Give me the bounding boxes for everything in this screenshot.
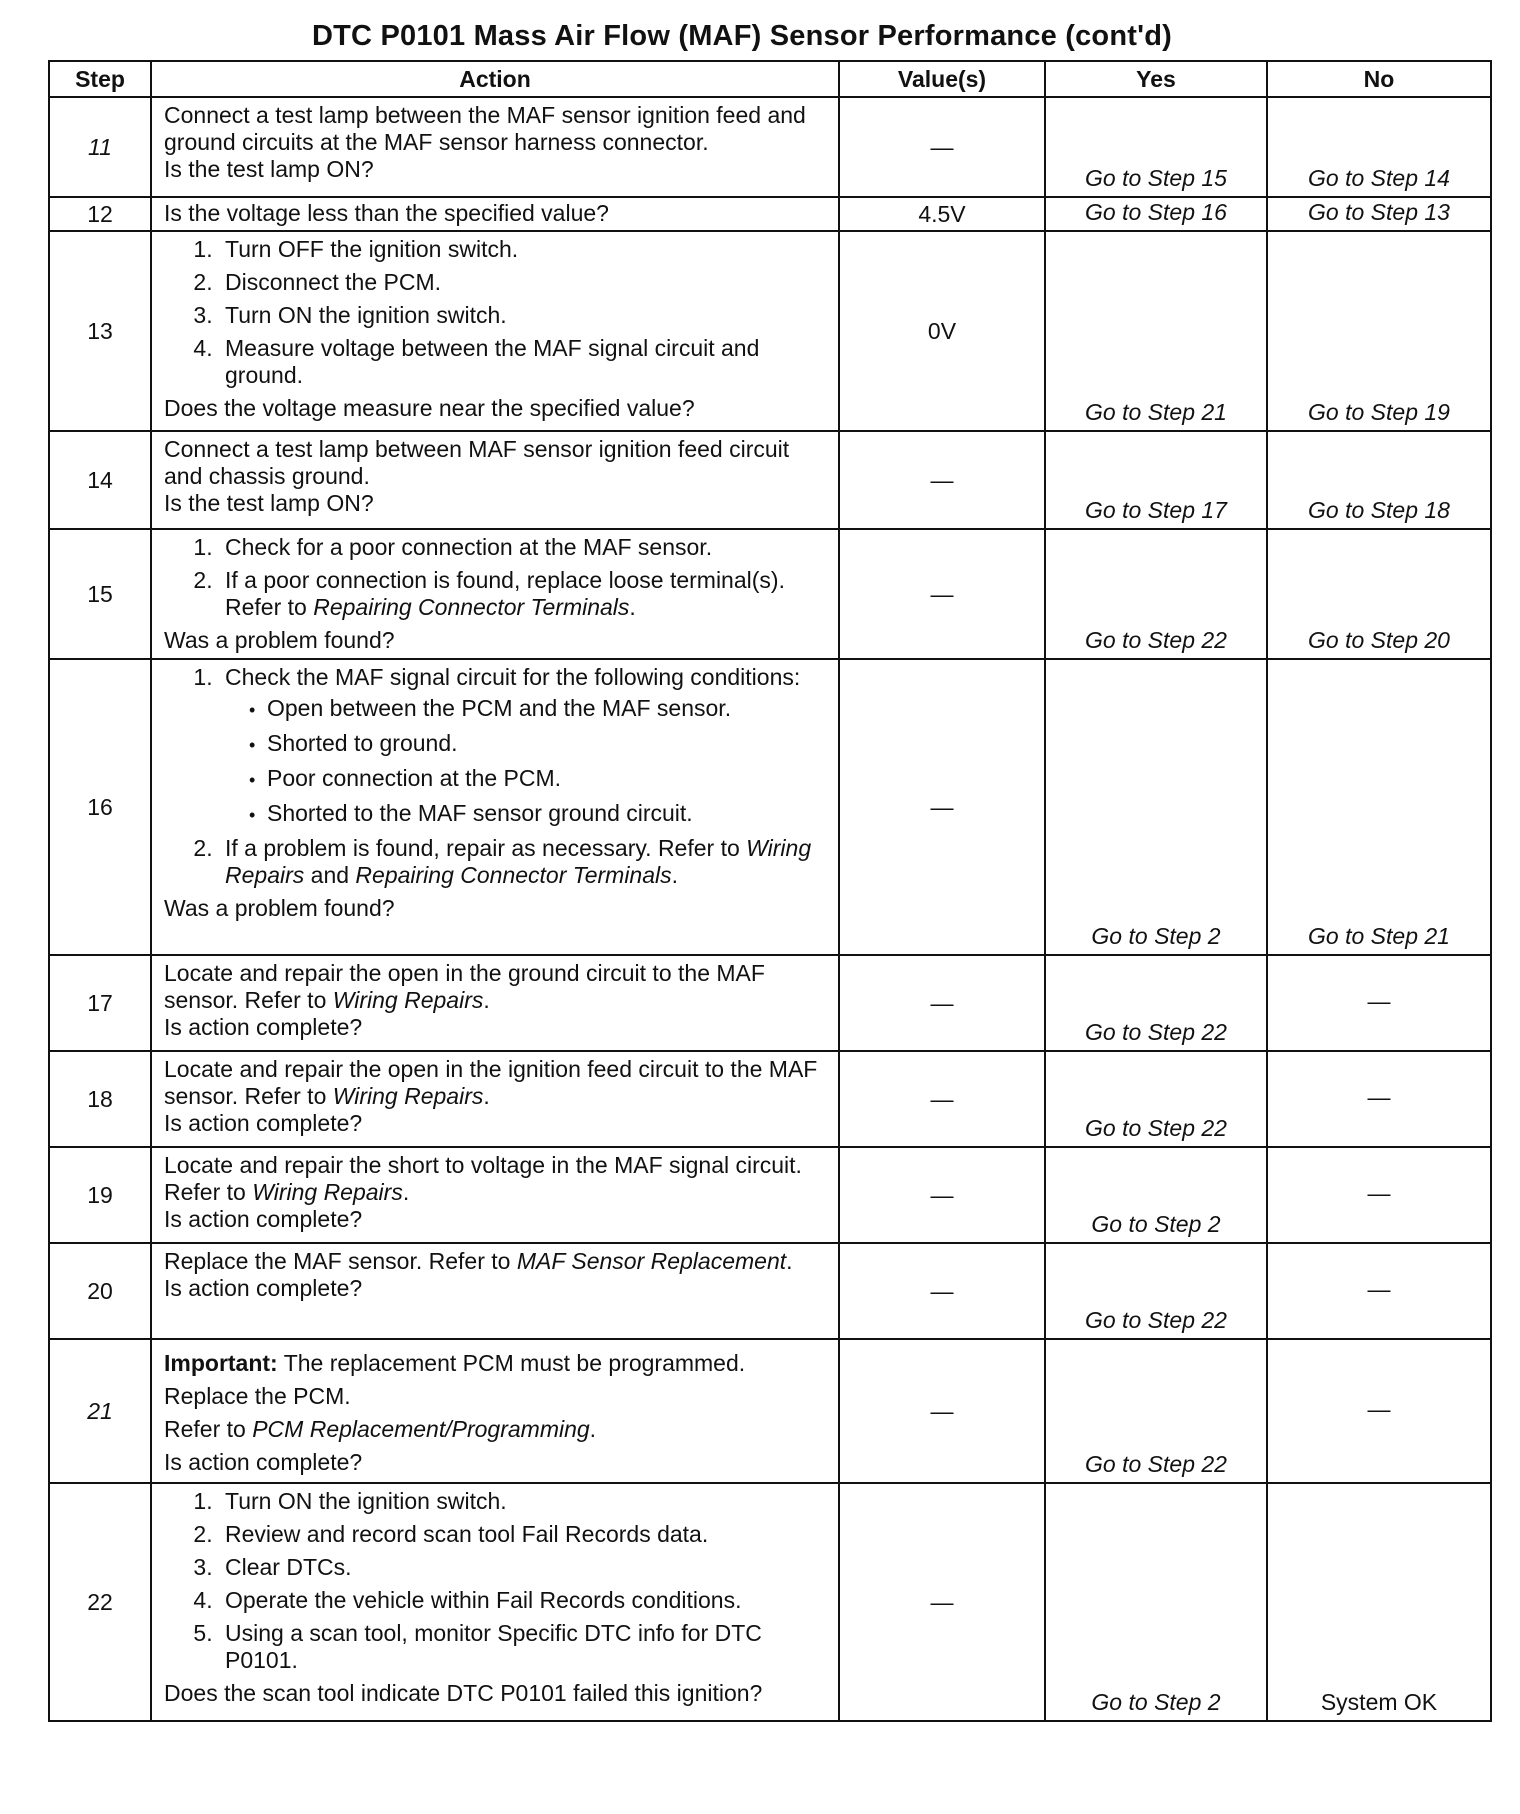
action-cell xyxy=(151,1147,839,1243)
value-cell: 4.5V xyxy=(839,197,1045,231)
list-item: 1. Check for a poor connection at the MAF sensor. xyxy=(219,534,830,561)
step-number: 19 xyxy=(49,1147,151,1243)
action-text-part: . xyxy=(786,1248,793,1274)
action-text xyxy=(164,1152,830,1206)
bullet-item: • Open between the PCM and the MAF sensor. xyxy=(261,695,830,724)
step-number: 13 xyxy=(49,231,151,431)
yes-cell: Go to Step 22 xyxy=(1045,1339,1267,1483)
list-item: 2. Disconnect the PCM. xyxy=(219,269,830,296)
bullet-list xyxy=(225,695,830,829)
step-number: 22 xyxy=(49,1483,151,1721)
value-cell: — xyxy=(839,1051,1045,1147)
yes-cell: Go to Step 21 xyxy=(1045,231,1267,431)
action-text xyxy=(164,1416,830,1443)
value-cell: — xyxy=(839,1243,1045,1339)
action-cell xyxy=(151,955,839,1051)
header-step: Step xyxy=(49,61,151,97)
header-yes: Yes xyxy=(1045,61,1267,97)
value-cell: — xyxy=(839,659,1045,955)
header-action: Action xyxy=(151,61,839,97)
value-cell: — xyxy=(839,955,1045,1051)
action-text-part: . xyxy=(483,987,490,1013)
list-item: 5. Using a scan tool, monitor Specific DTC info for DTC P0101. xyxy=(219,1620,830,1674)
yes-cell: Go to Step 2 xyxy=(1045,1147,1267,1243)
reference-link: MAF Sensor Replacement xyxy=(516,1248,787,1274)
action-question: Is action complete? xyxy=(164,1110,363,1136)
list-item: 3. Turn ON the ignition switch. xyxy=(219,302,830,329)
no-cell: Go to Step 21 xyxy=(1267,659,1491,955)
list-item xyxy=(219,567,830,621)
numbered-list xyxy=(164,236,830,389)
table-row xyxy=(49,1051,1491,1147)
no-cell: Go to Step 14 xyxy=(1267,97,1491,197)
action-cell xyxy=(151,1051,839,1147)
action-text: Connect a test lamp between the MAF sensor ignition feed and ground circuits at the MAF sensor harness connector. xyxy=(164,102,806,155)
action-text xyxy=(164,1056,830,1110)
action-question: Does the scan tool indicate DTC P0101 failed this ignition? xyxy=(164,1680,763,1706)
table-row xyxy=(49,659,1491,955)
no-cell: — xyxy=(1267,955,1491,1051)
table-row xyxy=(49,1339,1491,1483)
table-row xyxy=(49,1147,1491,1243)
action-text: Replace the PCM. xyxy=(164,1383,351,1409)
reference-link: Repairing Connector Terminals xyxy=(313,594,630,620)
yes-cell: Go to Step 22 xyxy=(1045,955,1267,1051)
action-text-part: Locate and repair the open in the ignition feed circuit to the MAF sensor. Refer to xyxy=(164,1056,818,1109)
action-cell xyxy=(151,97,839,197)
list-item xyxy=(219,835,830,889)
value-cell: — xyxy=(839,529,1045,659)
table-row xyxy=(49,1243,1491,1339)
list-item-text: . xyxy=(629,594,636,620)
step-number: 12 xyxy=(49,197,151,231)
action-text-part: Locate and repair the short to voltage in the MAF signal circuit. Refer to xyxy=(164,1152,802,1205)
reference-link: Wiring Repairs xyxy=(252,1179,403,1205)
header-values: Value(s) xyxy=(839,61,1045,97)
no-cell: Go to Step 18 xyxy=(1267,431,1491,529)
action-text xyxy=(164,960,830,1014)
action-text-part: . xyxy=(483,1083,490,1109)
yes-cell: Go to Step 17 xyxy=(1045,431,1267,529)
table-row xyxy=(49,529,1491,659)
value-cell: 0V xyxy=(839,231,1045,431)
reference-link: Wiring Repairs xyxy=(332,1083,484,1109)
action-text: Connect a test lamp between MAF sensor ignition feed circuit and chassis ground. xyxy=(164,436,790,489)
numbered-list xyxy=(164,1488,830,1674)
no-cell: — xyxy=(1267,1051,1491,1147)
reference-link: Wiring Repairs xyxy=(225,835,812,888)
action-text-part: Replace the MAF sensor. Refer to xyxy=(164,1248,517,1274)
reference-link: Wiring Repairs xyxy=(332,987,484,1013)
no-cell: — xyxy=(1267,1243,1491,1339)
reference-link: Repairing Connector Terminals xyxy=(355,862,672,888)
action-question: Was a problem found? xyxy=(164,627,395,653)
no-cell: — xyxy=(1267,1147,1491,1243)
action-question: Is action complete? xyxy=(164,1014,363,1040)
numbered-list xyxy=(164,534,830,621)
action-cell xyxy=(151,197,839,231)
list-item: 2. Review and record scan tool Fail Records data. xyxy=(219,1521,830,1548)
action-question: Does the voltage measure near the specified value? xyxy=(164,395,695,421)
yes-cell: Go to Step 2 xyxy=(1045,659,1267,955)
important-text: The replacement PCM must be programmed. xyxy=(277,1350,746,1376)
action-text-part: . xyxy=(589,1416,597,1442)
step-number: 16 xyxy=(49,659,151,955)
action-question: Is action complete? xyxy=(164,1206,363,1232)
action-text-part: Refer to xyxy=(164,1416,253,1442)
bullet-item: • Shorted to the MAF sensor ground circuit. xyxy=(261,800,830,829)
bullet-item: • Poor connection at the PCM. xyxy=(261,765,830,794)
no-cell: Go to Step 20 xyxy=(1267,529,1491,659)
action-cell xyxy=(151,659,839,955)
list-item: 3. Clear DTCs. xyxy=(219,1554,830,1581)
table-row xyxy=(49,431,1491,529)
action-text xyxy=(164,1248,830,1275)
no-cell: Go to Step 19 xyxy=(1267,231,1491,431)
header-row xyxy=(49,61,1491,97)
list-item: 4. Measure voltage between the MAF signal circuit and ground. xyxy=(219,335,830,389)
table-row xyxy=(49,955,1491,1051)
yes-cell: Go to Step 16 xyxy=(1045,197,1267,231)
no-cell: Go to Step 13 xyxy=(1267,197,1491,231)
list-item xyxy=(219,664,830,829)
step-number: 21 xyxy=(49,1339,151,1483)
reference-link: PCM Replacement/Programming xyxy=(252,1416,590,1442)
numbered-list xyxy=(164,664,830,889)
action-text-part: . xyxy=(402,1179,410,1205)
action-text-part: Locate and repair the open in the ground circuit to the MAF sensor. Refer to xyxy=(164,960,765,1013)
header-no: No xyxy=(1267,61,1491,97)
value-cell: — xyxy=(839,431,1045,529)
step-number: 11 xyxy=(49,97,151,197)
bullet-item: • Shorted to ground. xyxy=(261,730,830,759)
action-cell xyxy=(151,1483,839,1721)
table-row xyxy=(49,197,1491,231)
table-row xyxy=(49,97,1491,197)
value-cell: — xyxy=(839,97,1045,197)
value-cell: — xyxy=(839,1483,1045,1721)
list-item-text: and xyxy=(304,862,356,888)
diagnostic-table xyxy=(48,60,1492,1722)
step-number: 17 xyxy=(49,955,151,1051)
step-number: 20 xyxy=(49,1243,151,1339)
step-number: 18 xyxy=(49,1051,151,1147)
no-cell: — xyxy=(1267,1339,1491,1483)
yes-cell: Go to Step 15 xyxy=(1045,97,1267,197)
page-title: DTC P0101 Mass Air Flow (MAF) Sensor Performance (cont'd) xyxy=(312,20,1172,52)
yes-cell: Go to Step 22 xyxy=(1045,1243,1267,1339)
action-question: Is the test lamp ON? xyxy=(164,156,374,182)
action-question: Is the test lamp ON? xyxy=(164,490,374,516)
list-item-text: . xyxy=(671,862,679,888)
action-cell xyxy=(151,529,839,659)
table-row xyxy=(49,231,1491,431)
list-item-text: If a poor connection is found, replace loose terminal(s). Refer to xyxy=(225,567,785,620)
action-cell xyxy=(151,431,839,529)
list-item-text: If a problem is found, repair as necessary. Refer to xyxy=(225,835,747,861)
important-note xyxy=(164,1350,830,1377)
action-cell xyxy=(151,1243,839,1339)
action-question: Was a problem found? xyxy=(164,895,395,921)
list-item-text: Check the MAF signal circuit for the following conditions: xyxy=(225,664,801,690)
yes-cell: Go to Step 22 xyxy=(1045,529,1267,659)
table-row xyxy=(49,1483,1491,1721)
action-question: Is the voltage less than the specified value? xyxy=(164,200,609,226)
step-number: 14 xyxy=(49,431,151,529)
action-cell xyxy=(151,231,839,431)
step-number: 15 xyxy=(49,529,151,659)
no-cell: System OK xyxy=(1267,1483,1491,1721)
action-cell xyxy=(151,1339,839,1483)
list-item: 4. Operate the vehicle within Fail Records conditions. xyxy=(219,1587,830,1614)
action-question: Is action complete? xyxy=(164,1275,363,1301)
yes-cell: Go to Step 22 xyxy=(1045,1051,1267,1147)
value-cell: — xyxy=(839,1339,1045,1483)
list-item: 1. Turn OFF the ignition switch. xyxy=(219,236,830,263)
value-cell: — xyxy=(839,1147,1045,1243)
important-label: Important: xyxy=(164,1350,278,1376)
action-question: Is action complete? xyxy=(164,1449,363,1475)
list-item: 1. Turn ON the ignition switch. xyxy=(219,1488,830,1515)
yes-cell: Go to Step 2 xyxy=(1045,1483,1267,1721)
